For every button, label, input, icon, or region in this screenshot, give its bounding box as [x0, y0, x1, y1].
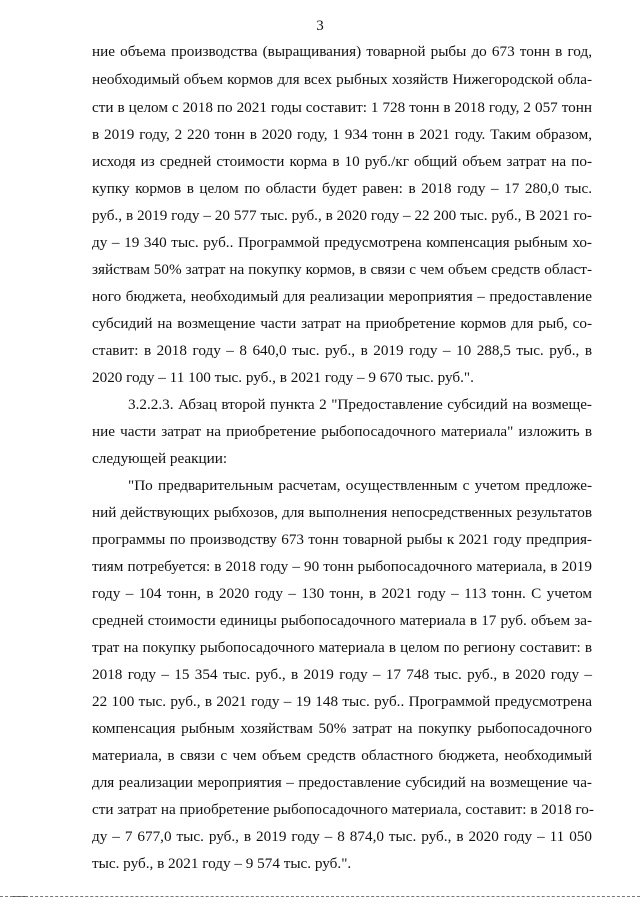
text-line: в 2019 году, 2 220 тонн в 2020 году, 1 934 тонн в 2021 году. Таким образом,	[92, 126, 592, 143]
paragraph-first-line: "По предварительным расчетам, осуществленным с учетом предложе-	[128, 477, 592, 494]
text-line: 2020 году – 11 100 тыс. руб., в 2021 году – 9 670 тыс. руб.".	[92, 369, 474, 386]
text-line: году – 104 тонн, в 2020 году – 130 тонн, в 2021 году – 113 тонн. С учетом	[92, 585, 592, 602]
text-line: зяйствам 50% затрат на покупку кормов, в связи с чем объем средств област-	[92, 261, 592, 278]
text-line: тыс. руб., в 2021 году – 9 574 тыс. руб.".	[92, 855, 352, 872]
text-line: сти затрат на приобретение рыбопосадочного материала, составит: в 2018 го-	[92, 801, 594, 818]
text-line: купку кормов в целом по области будет равен: в 2018 году – 17 280,0 тыс.	[92, 180, 592, 197]
text-line: ний действующих рыбхозов, для выполнения непосредственных результатов	[92, 504, 592, 521]
text-line: тиям потребуется: в 2018 году – 90 тонн рыбопосадочного материала, в 2019	[92, 558, 592, 575]
text-line: ние части затрат на приобретение рыбопосадочного материала" изложить в	[92, 423, 592, 440]
text-line: ставит: в 2018 году – 8 640,0 тыс. руб., в 2019 году – 10 288,5 тыс. руб., в	[92, 342, 592, 359]
text-line: ду – 19 340 тыс. руб.. Программой предусмотрена компенсация рыбным хо-	[92, 234, 592, 251]
text-line: ду – 7 677,0 тыс. руб., в 2019 году – 8 874,0 тыс. руб., в 2020 году – 11 050	[92, 828, 592, 845]
text-line: средней стоимости единицы рыбопосадочного материала в 17 руб. объем за-	[92, 612, 592, 629]
page-number: 3	[316, 18, 324, 34]
text-line: компенсация рыбным хозяйствам 50% затрат на покупку рыбопосадочного	[92, 720, 592, 737]
text-line: следующей реакции:	[92, 450, 228, 467]
footer-divider	[0, 896, 640, 897]
text-line: программы по производству 673 тонн товарной рыбы к 2021 году предприя-	[92, 531, 592, 548]
text-line: ного бюджета, необходимый для реализации мероприятия – предоставление	[92, 288, 592, 305]
text-line: трат на покупку рыбопосадочного материала в целом по региону составит: в	[92, 639, 592, 656]
text-line: субсидий на возмещение части затрат на приобретение кормов для рыб, со-	[92, 315, 592, 332]
text-line: для реализации мероприятия – предоставление субсидий на возмещение ча-	[92, 774, 592, 791]
paragraph-first-line: 3.2.2.3. Абзац второй пункта 2 "Предоставление субсидий на возмеще-	[128, 396, 592, 413]
text-line: необходимый объем кормов для всех рыбных хозяйств Нижегородской обла-	[92, 71, 592, 88]
text-line: руб., в 2019 году – 20 577 тыс. руб., в 2020 году – 22 200 тыс. руб., В 2021 го-	[92, 207, 592, 224]
text-line: 2018 году – 15 354 тыс. руб., в 2019 году – 17 748 тыс. руб., в 2020 году –	[92, 666, 592, 683]
text-line: исходя из средней стоимости корма в 10 руб./кг общий объем затрат на по-	[92, 153, 592, 170]
text-line: сти в целом с 2018 по 2021 годы составит: 1 728 тонн в 2018 году, 2 057 тонн	[92, 99, 592, 116]
text-line: 22 100 тыс. руб., в 2021 году – 19 148 тыс. руб.. Программой предусмотрена	[92, 693, 592, 710]
text-line: ние объема производства (выращивания) товарной рыбы до 673 тонн в год,	[92, 43, 592, 60]
text-line: материала, в связи с чем объем средств областного бюджета, необходимый	[92, 747, 592, 764]
